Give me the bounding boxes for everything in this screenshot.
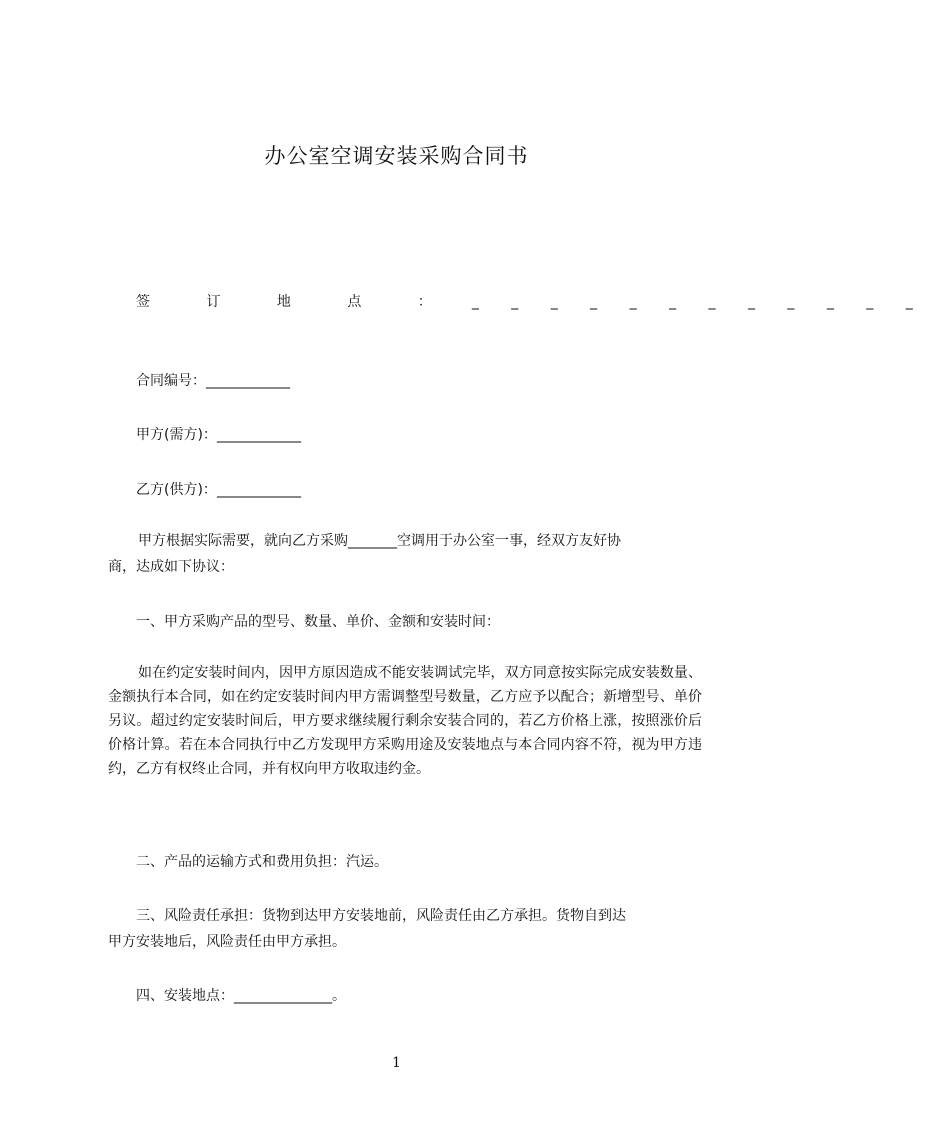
document-title: 办公室空调安装采购合同书 xyxy=(264,144,529,168)
section-3-line-2: 甲方安装地后，风险责任由甲方承担。 xyxy=(108,934,346,950)
section-3-line-1: 三、风险责任承担：货物到达甲方安装地前，风险责任由乙方承担。货物自到达 xyxy=(136,908,626,924)
sign-place-line xyxy=(136,291,927,311)
section-1-heading: 一、甲方采购产品的型号、数量、单价、金额和安装时间： xyxy=(136,614,500,630)
section-4-line xyxy=(136,985,346,1005)
section-4-label: 四、安装地点： xyxy=(136,988,234,1004)
intro-line-2: 商，达成如下协议： xyxy=(108,559,234,575)
contract-number-blank[interactable]: ____________ xyxy=(206,373,290,389)
sign-place-label: 签 订 地 点 ： xyxy=(136,294,458,310)
sign-place-blank[interactable]: _ _ _ _ _ _ _ _ _ _ _ _ xyxy=(471,294,927,310)
party-b-blank[interactable]: ____________ xyxy=(216,482,301,498)
contract-number-label: 合同编号： xyxy=(136,373,206,389)
party-a-line xyxy=(136,424,301,444)
party-b-line xyxy=(136,479,301,499)
section-1-body: 如在约定安装时间内，因甲方原因造成不能安装调试完毕，双方同意按实际完成安装数量、金额执行本合同，如在约定安装时间内甲方需调整型号数量，乙方应予以配合；新增型号、单价另议。超过约定安装时间后，甲方要求继续履行剩余安装合同的，若乙方价格上涨，按照涨价后价格计算。若在本合同执行中乙方发现甲方采购用途及安装地点与本合同内容不符，视为甲方违约，乙方有权终止合同，并有权向甲方收取违约金。 xyxy=(108,665,702,777)
section-4-end: 。 xyxy=(332,988,346,1004)
party-a-label: 甲方(需方)： xyxy=(136,427,217,443)
section-4-blank[interactable]: ______________ xyxy=(234,988,332,1004)
section-2-heading: 二、产品的运输方式和费用负担：汽运。 xyxy=(136,854,388,870)
party-a-blank[interactable]: ____________ xyxy=(216,427,301,443)
page-number: 1 xyxy=(392,1055,401,1071)
party-b-label: 乙方(供方)： xyxy=(136,482,217,498)
intro-line-1: 甲方根据实际需要，就向乙方采购_______空调用于办公室一事，经双方友好协 xyxy=(138,533,621,549)
contract-number-line xyxy=(136,370,290,390)
